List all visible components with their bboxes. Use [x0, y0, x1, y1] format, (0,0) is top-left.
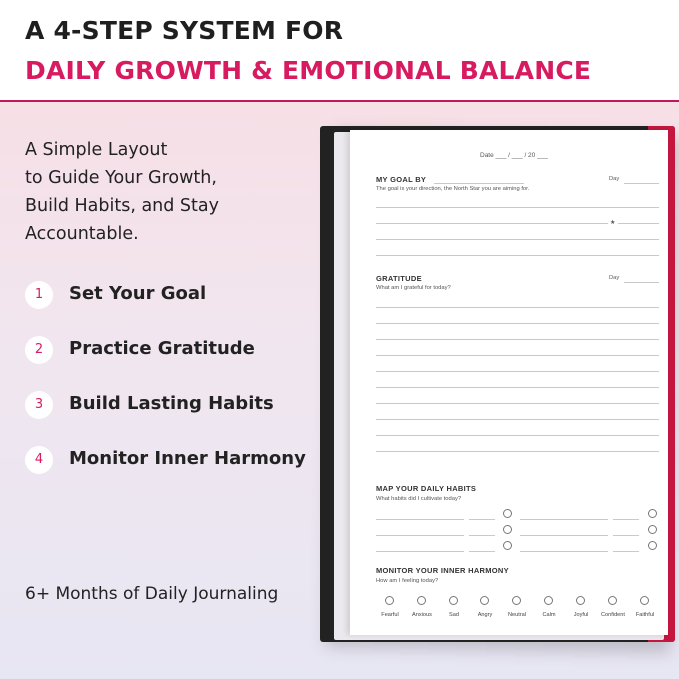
mood-label: Calm	[542, 612, 556, 618]
mood-radio[interactable]	[640, 596, 649, 605]
write-line	[376, 223, 608, 224]
intro-line: Accountable.	[25, 224, 139, 244]
habit-checkbox[interactable]	[648, 541, 657, 550]
journal-page	[350, 130, 668, 635]
write-line	[376, 355, 659, 356]
mood-label: Joyful	[573, 612, 589, 618]
headline-line-1: A 4-STEP SYSTEM FOR	[25, 16, 344, 45]
mood-radio[interactable]	[385, 596, 394, 605]
harmony-subtitle: How am I feeling today?	[376, 578, 439, 584]
habit-line	[469, 551, 495, 552]
write-line	[376, 255, 659, 256]
write-line	[376, 207, 659, 208]
months-caption: 6+ Months of Daily Journaling	[25, 584, 279, 604]
headline-line-2: DAILY GROWTH & EMOTIONAL BALANCE	[25, 56, 592, 85]
mood-label: Sad	[449, 612, 459, 618]
write-line	[376, 387, 659, 388]
gratitude-subtitle: What am I grateful for today?	[376, 285, 451, 291]
habit-line	[520, 551, 608, 552]
step-label: Monitor Inner Harmony	[69, 448, 306, 469]
habit-checkbox[interactable]	[503, 541, 512, 550]
habit-line	[376, 519, 464, 520]
step-number-badge: 4	[25, 446, 53, 474]
mood-label: Confident	[601, 612, 625, 618]
header-band	[0, 0, 679, 100]
intro-text	[25, 136, 219, 248]
write-line	[376, 339, 659, 340]
write-line	[376, 371, 659, 372]
goal-subtitle: The goal is your direction, the North Star you are aiming for.	[376, 186, 530, 192]
mood-radio[interactable]	[480, 596, 489, 605]
gratitude-title: GRATITUDE	[376, 274, 422, 283]
step-item	[25, 281, 325, 311]
mood-label: Faithful	[635, 612, 655, 618]
habit-line	[613, 535, 639, 536]
habit-line	[520, 535, 608, 536]
step-label: Practice Gratitude	[69, 338, 255, 359]
write-line	[376, 403, 659, 404]
gratitude-day-label: Day	[609, 275, 620, 281]
habit-checkbox[interactable]	[503, 509, 512, 518]
step-number-badge: 3	[25, 391, 53, 419]
mood-radio[interactable]	[544, 596, 553, 605]
mood-label: Fearful	[381, 612, 399, 618]
day-line	[624, 282, 659, 283]
date-field: Date ___ / ___ / 20 ___	[480, 152, 548, 159]
intro-line: A Simple Layout	[25, 140, 168, 160]
habit-checkbox[interactable]	[503, 525, 512, 534]
write-line	[376, 435, 659, 436]
write-line	[376, 239, 659, 240]
habit-checkbox[interactable]	[648, 525, 657, 534]
habits-subtitle: What habits did I cultivate today?	[376, 496, 462, 502]
habit-checkbox[interactable]	[648, 509, 657, 518]
habit-line	[613, 551, 639, 552]
step-item	[25, 336, 325, 366]
goal-date-line	[434, 183, 524, 184]
mood-label: Anxious	[412, 612, 432, 618]
mood-radio[interactable]	[449, 596, 458, 605]
habit-line	[520, 519, 608, 520]
habit-line	[376, 535, 464, 536]
habits-title: MAP YOUR DAILY HABITS	[376, 484, 477, 493]
habit-line	[469, 519, 495, 520]
mood-label: Angry	[477, 612, 493, 618]
habit-line	[613, 519, 639, 520]
mood-radio[interactable]	[512, 596, 521, 605]
harmony-title: MONITOR YOUR INNER HARMONY	[376, 566, 509, 575]
habit-line	[376, 551, 464, 552]
step-number-badge: 2	[25, 336, 53, 364]
mood-radio[interactable]	[608, 596, 617, 605]
star-icon: ★	[610, 220, 616, 226]
step-item	[25, 446, 325, 476]
write-line	[376, 307, 659, 308]
goal-title: MY GOAL BY	[376, 175, 427, 184]
goal-day-label: Day	[609, 176, 620, 182]
day-line	[624, 183, 659, 184]
habit-line	[469, 535, 495, 536]
intro-line: Build Habits, and Stay	[25, 196, 219, 216]
step-number-badge: 1	[25, 281, 53, 309]
intro-line: to Guide Your Growth,	[25, 168, 217, 188]
step-item	[25, 391, 325, 421]
write-line	[376, 323, 659, 324]
write-line	[376, 451, 659, 452]
write-line	[376, 419, 659, 420]
mood-radio[interactable]	[576, 596, 585, 605]
mood-label: Neutral	[507, 612, 527, 618]
write-line	[618, 223, 659, 224]
step-label: Set Your Goal	[69, 283, 207, 304]
step-label: Build Lasting Habits	[69, 393, 274, 414]
mood-radio[interactable]	[417, 596, 426, 605]
